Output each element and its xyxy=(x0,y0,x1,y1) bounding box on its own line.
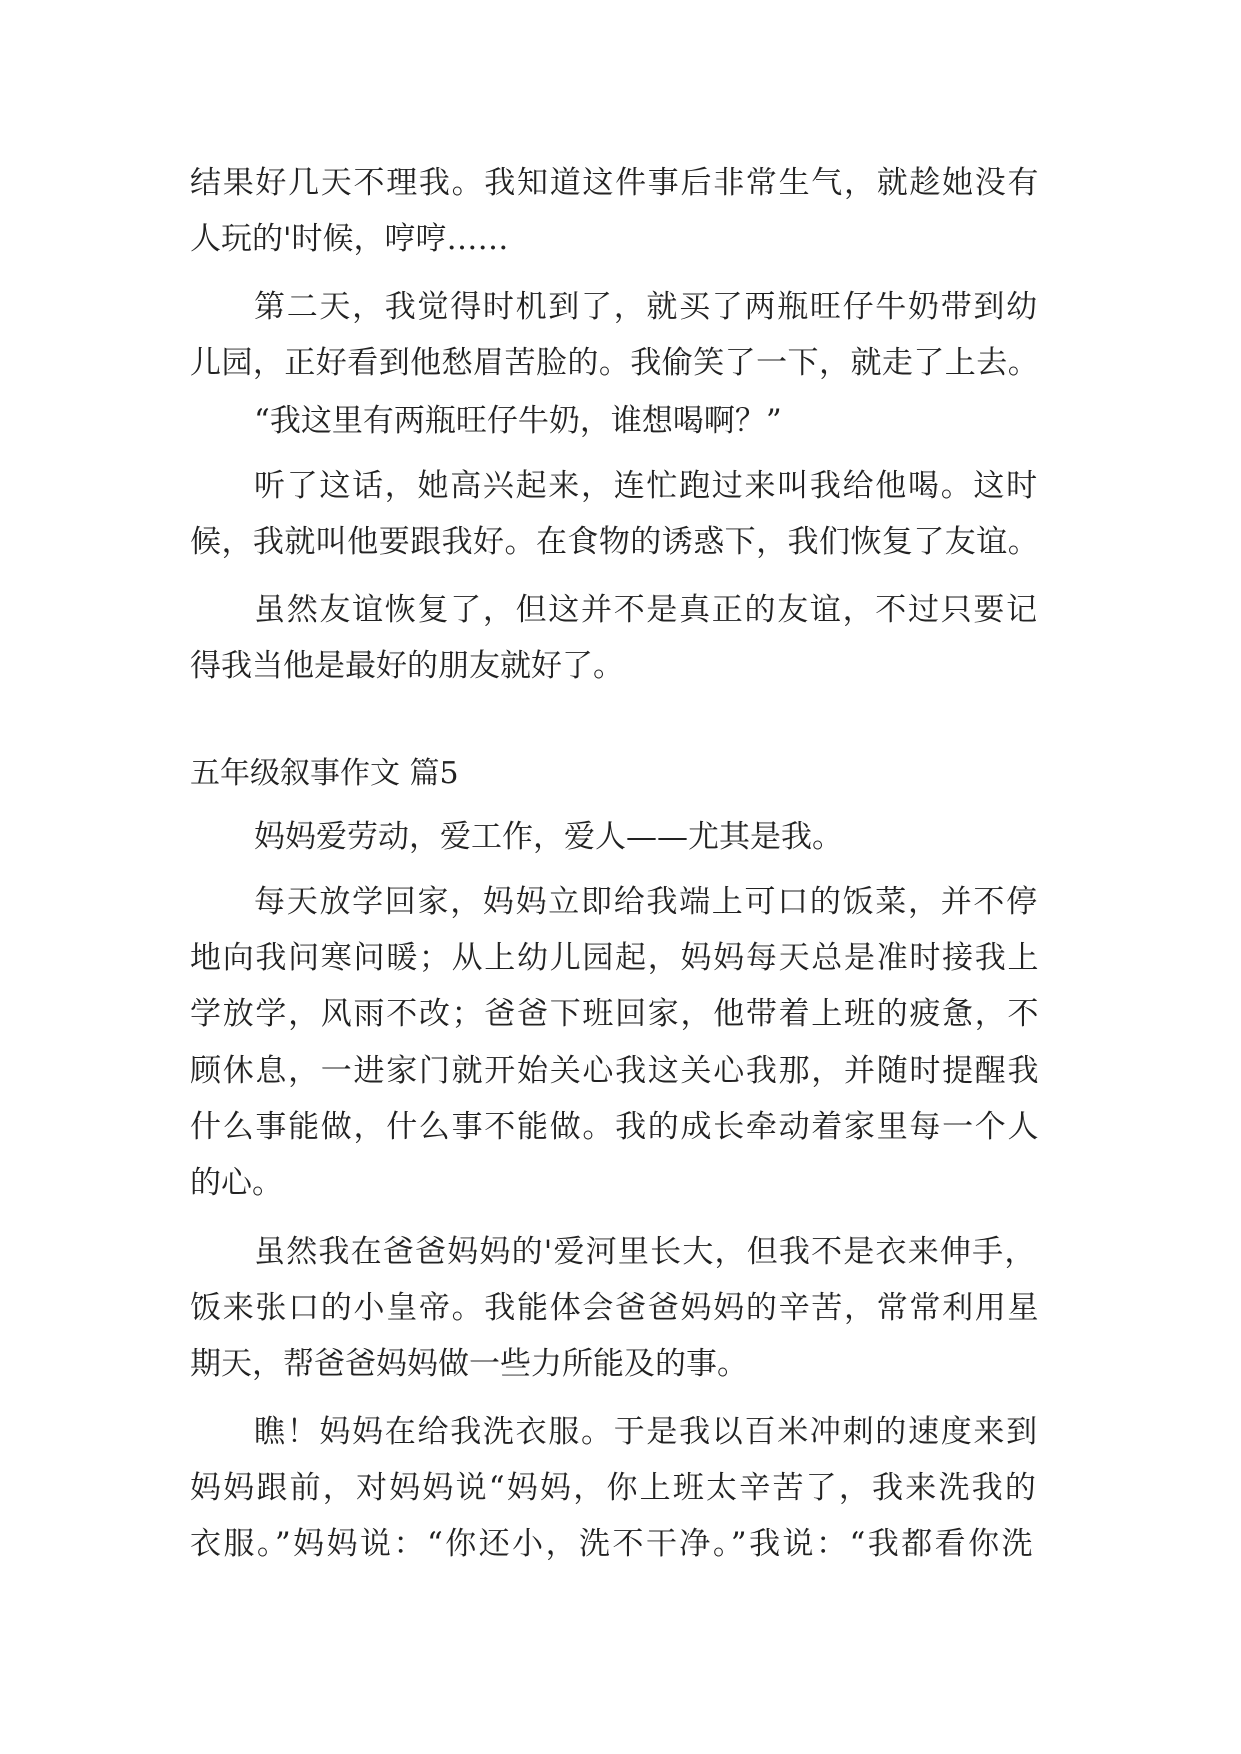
text-line: 儿园，正好看到他愁眉苦脸的。我偷笑了一下，就走了上去。 xyxy=(190,345,1040,381)
text-line: 妈妈爱劳动，爱工作，爱人——尤其是我。 xyxy=(254,819,843,855)
text-line: 妈妈跟前，对妈妈说“妈妈，你上班太辛苦了，我来洗我的 xyxy=(190,1470,1039,1506)
text-line: 候，我就叫他要跟我好。在食物的诱惑下，我们恢复了友谊。 xyxy=(190,524,1040,560)
text-line: 什么事能做，什么事不能做。我的成长牵动着家里每一个人 xyxy=(190,1109,1041,1145)
text-line: 地向我问寒问暖；从上幼儿园起，妈妈每天总是准时接我上 xyxy=(190,940,1041,976)
text-line: 衣服。”妈妈说：“你还小，洗不干净。”我说：“我都看你洗 xyxy=(190,1526,1035,1562)
text-line: 人玩的'时候，哼哼…… xyxy=(190,221,509,257)
text-line: 听了这话，她高兴起来，连忙跑过来叫我给他喝。这时 xyxy=(254,468,1039,504)
section-heading: 五年级叙事作文 篇5 xyxy=(190,756,459,791)
text-line: 顾休息，一进家门就开始关心我这关心我那，并随时提醒我 xyxy=(190,1053,1041,1089)
text-line: 饭来张口的小皇帝。我能体会爸爸妈妈的辛苦，常常利用星 xyxy=(190,1290,1041,1326)
text-line: 学放学，风雨不改；爸爸下班回家，他带着上班的疲惫，不 xyxy=(190,996,1041,1032)
text-line: 每天放学回家，妈妈立即给我端上可口的饭菜，并不停 xyxy=(254,884,1039,920)
text-line: 结果好几天不理我。我知道这件事后非常生气，就趁她没有 xyxy=(190,165,1041,201)
text-line: 虽然友谊恢复了，但这并不是真正的友谊，不过只要记 xyxy=(254,592,1039,628)
text-line: 得我当他是最好的朋友就好了。 xyxy=(190,648,624,684)
text-line: 期天，帮爸爸妈妈做一些力所能及的事。 xyxy=(190,1346,748,1382)
text-line: “我这里有两瓶旺仔牛奶，谁想喝啊？” xyxy=(254,403,782,439)
text-line: 瞧！妈妈在给我洗衣服。于是我以百米冲刺的速度来到 xyxy=(254,1414,1039,1450)
text-line: 虽然我在爸爸妈妈的'爱河里长大，但我不是衣来伸手， xyxy=(254,1234,1037,1270)
text-line: 第二天，我觉得时机到了，就买了两瓶旺仔牛奶带到幼 xyxy=(254,289,1039,325)
text-line: 的心。 xyxy=(190,1165,283,1201)
